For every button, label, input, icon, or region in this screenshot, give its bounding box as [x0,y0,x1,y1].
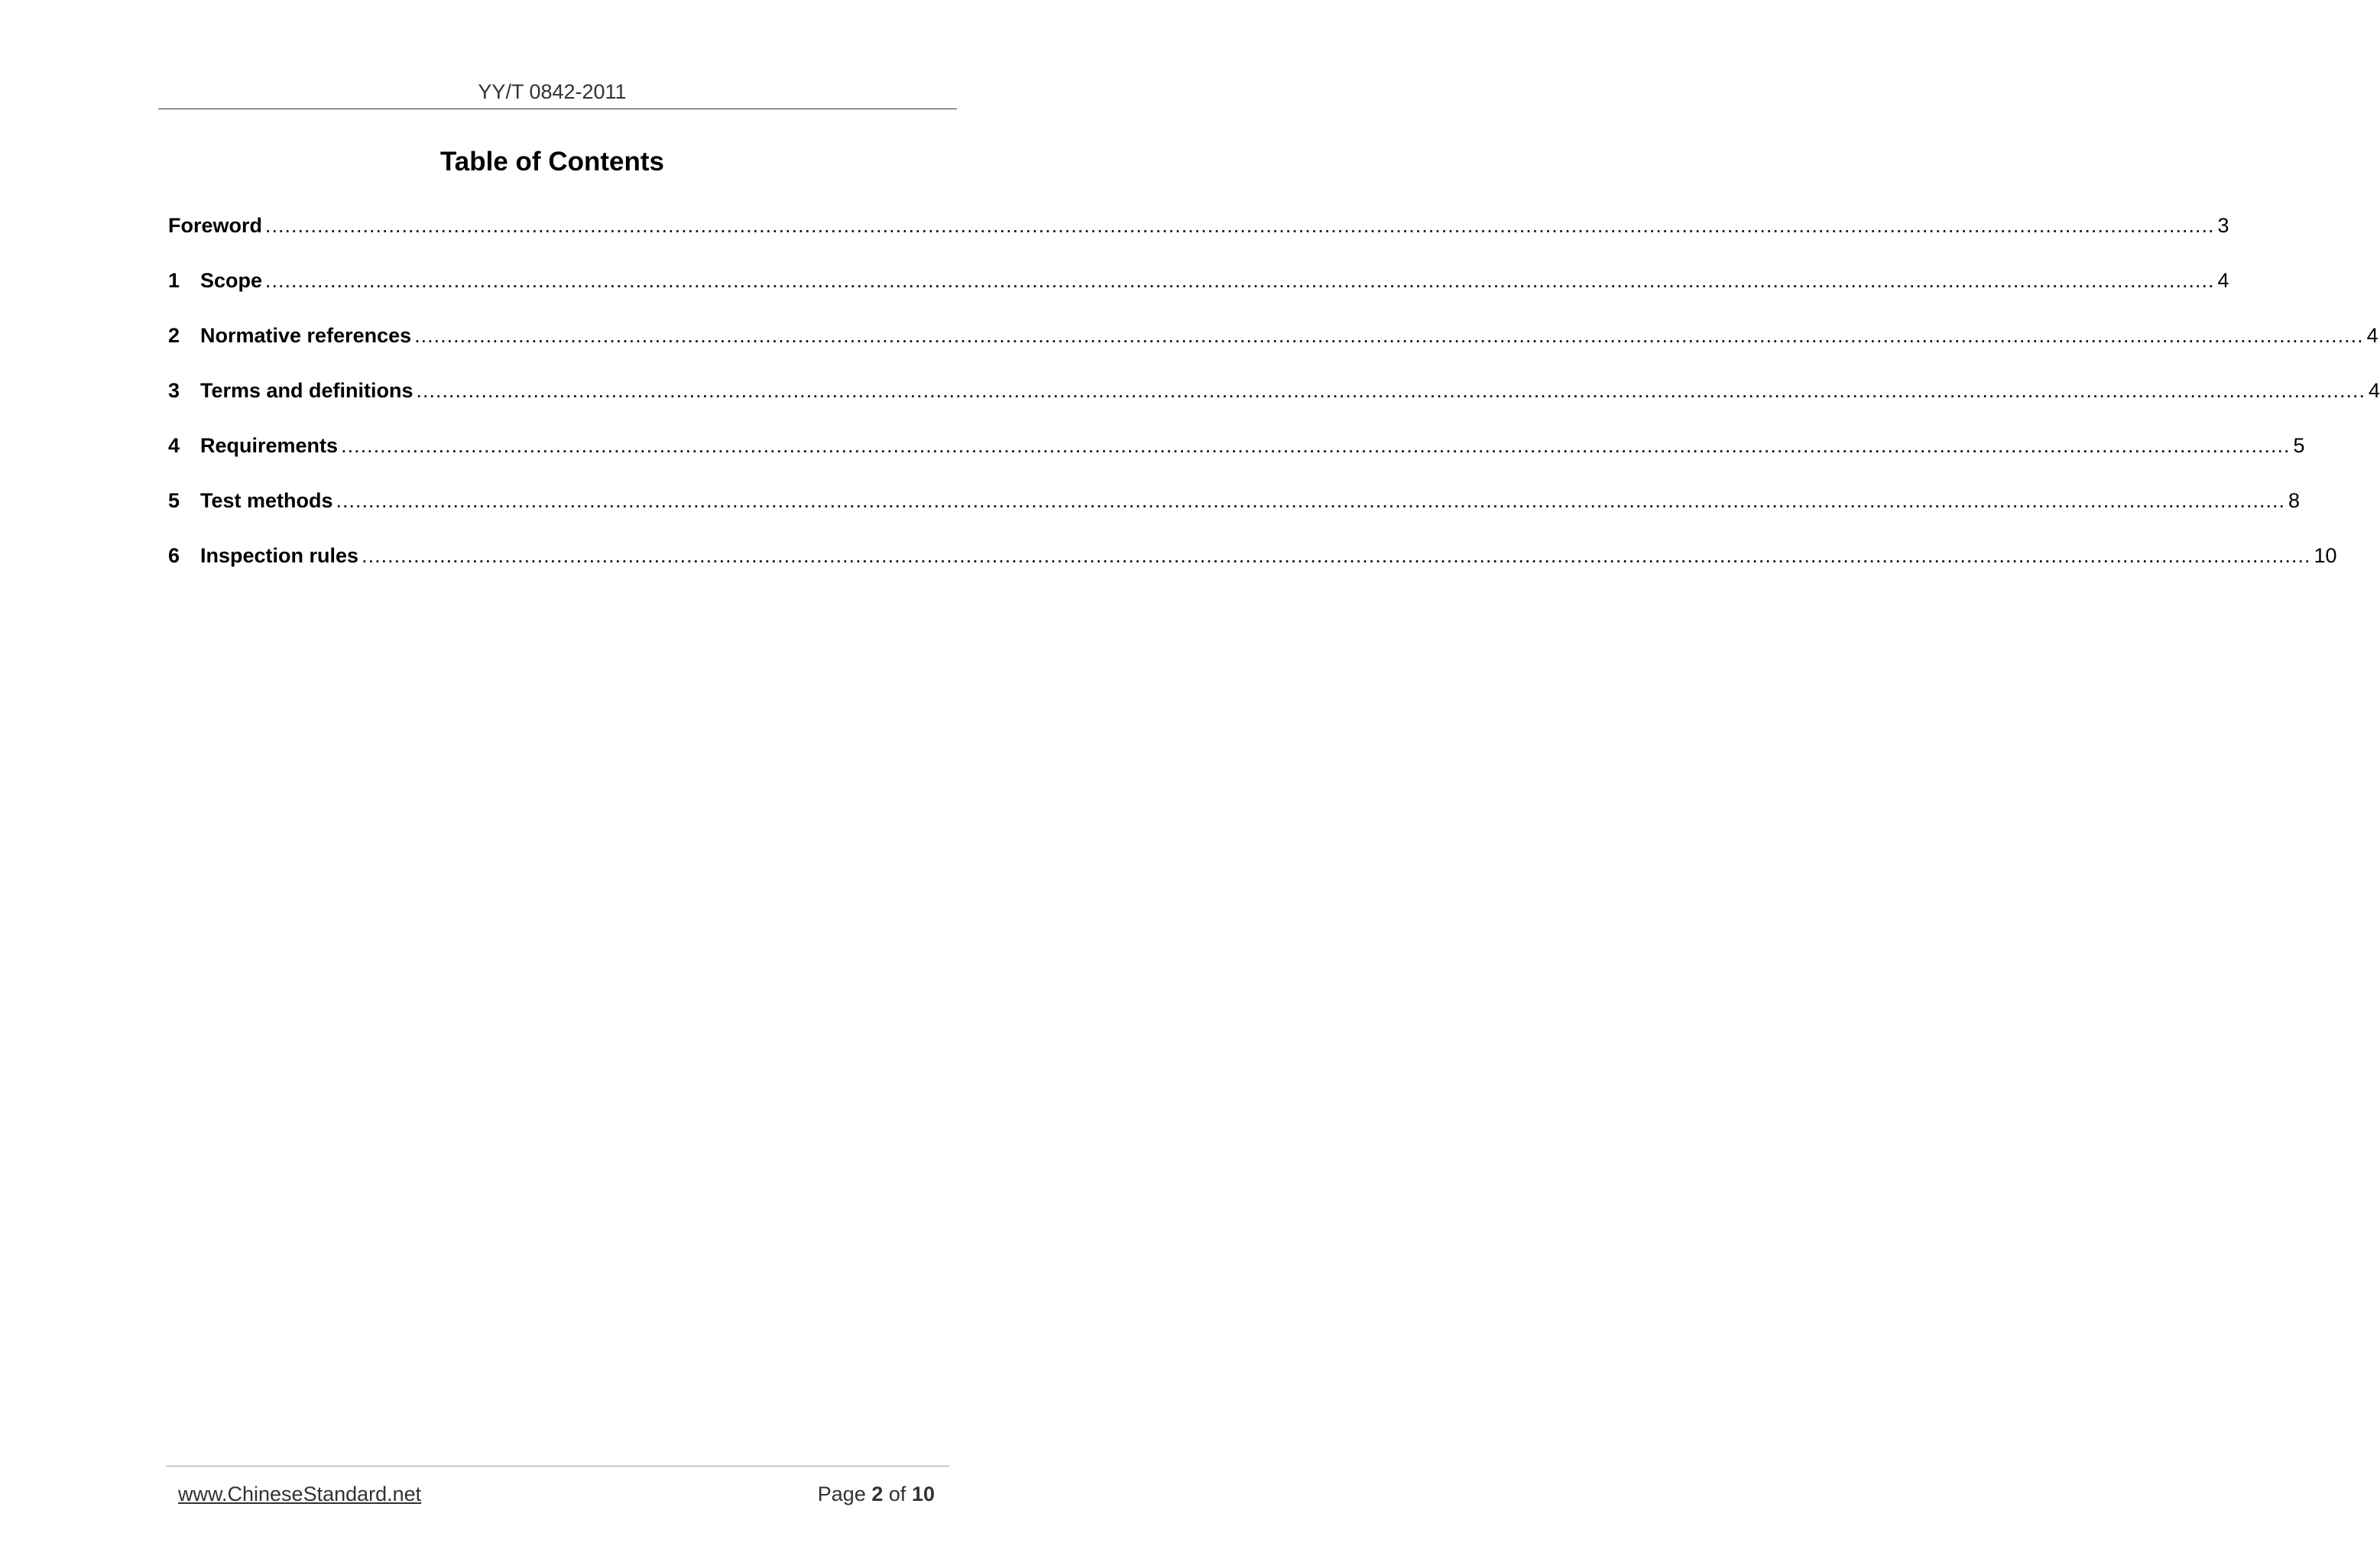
toc-entry-page: 4 [2368,379,2380,402]
document-code-header: YY/T 0842-2011 [478,80,627,103]
toc-leader-dots: ............................................................................................................................................................................................................................................................................................................ [265,214,2215,237]
toc-entry-requirements[interactable] [168,434,2305,489]
toc-entry-number: 5 [168,489,180,512]
toc-list [168,214,2380,599]
toc-entry-normative-references[interactable] [168,324,2378,379]
toc-entry-number: 4 [168,434,180,457]
toc-entry-label: Test methods [200,489,333,512]
toc-entry-label: Normative references [200,324,412,347]
toc-entry-label: Foreword [168,214,263,237]
footer-website-link[interactable]: www.ChineseStandard.net [178,1483,422,1505]
toc-entry-page: 4 [2217,269,2229,292]
page-current: 2 [871,1483,884,1505]
toc-leader-dots: ............................................................................................................................................................................................................................................................................................................ [414,324,2364,347]
toc-entry-page: 3 [2217,214,2229,237]
toc-entry-label: Scope [200,269,263,292]
toc-entry-page: 10 [2314,544,2337,567]
toc-entry-number: 2 [168,324,180,347]
footer-page-number [818,1483,935,1506]
toc-leader-dots: ............................................................................................................................................................................................................................................................................................................ [336,489,2285,512]
toc-entry-foreword[interactable] [168,214,2229,269]
toc-entry-number: 3 [168,379,180,402]
toc-entry-terms-and-definitions[interactable] [168,379,2380,434]
toc-entry-page: 8 [2288,489,2301,512]
toc-entry-label: Requirements [200,434,339,457]
toc-entry-scope[interactable] [168,269,2229,324]
toc-leader-dots: ............................................................................................................................................................................................................................................................................................................ [416,379,2365,402]
toc-entry-test-methods[interactable] [168,489,2301,544]
toc-entry-label: Terms and definitions [200,379,413,402]
toc-entry-number: 1 [168,269,180,292]
toc-leader-dots: ............................................................................................................................................................................................................................................................................................................ [265,269,2215,292]
toc-entry-page: 4 [2366,324,2378,347]
toc-leader-dots: ............................................................................................................................................................................................................................................................................................................ [362,544,2311,567]
toc-entry-inspection-rules[interactable] [168,544,2337,599]
toc-entry-page: 5 [2293,434,2305,457]
toc-entry-number: 6 [168,544,180,567]
page-total: 10 [911,1483,935,1505]
page-of: of [888,1483,906,1505]
toc-entry-label: Inspection rules [200,544,359,567]
toc-leader-dots: ............................................................................................................................................................................................................................................................................................................ [341,434,2291,457]
toc-title: Table of Contents [440,147,664,177]
page-prefix: Page [817,1483,866,1505]
